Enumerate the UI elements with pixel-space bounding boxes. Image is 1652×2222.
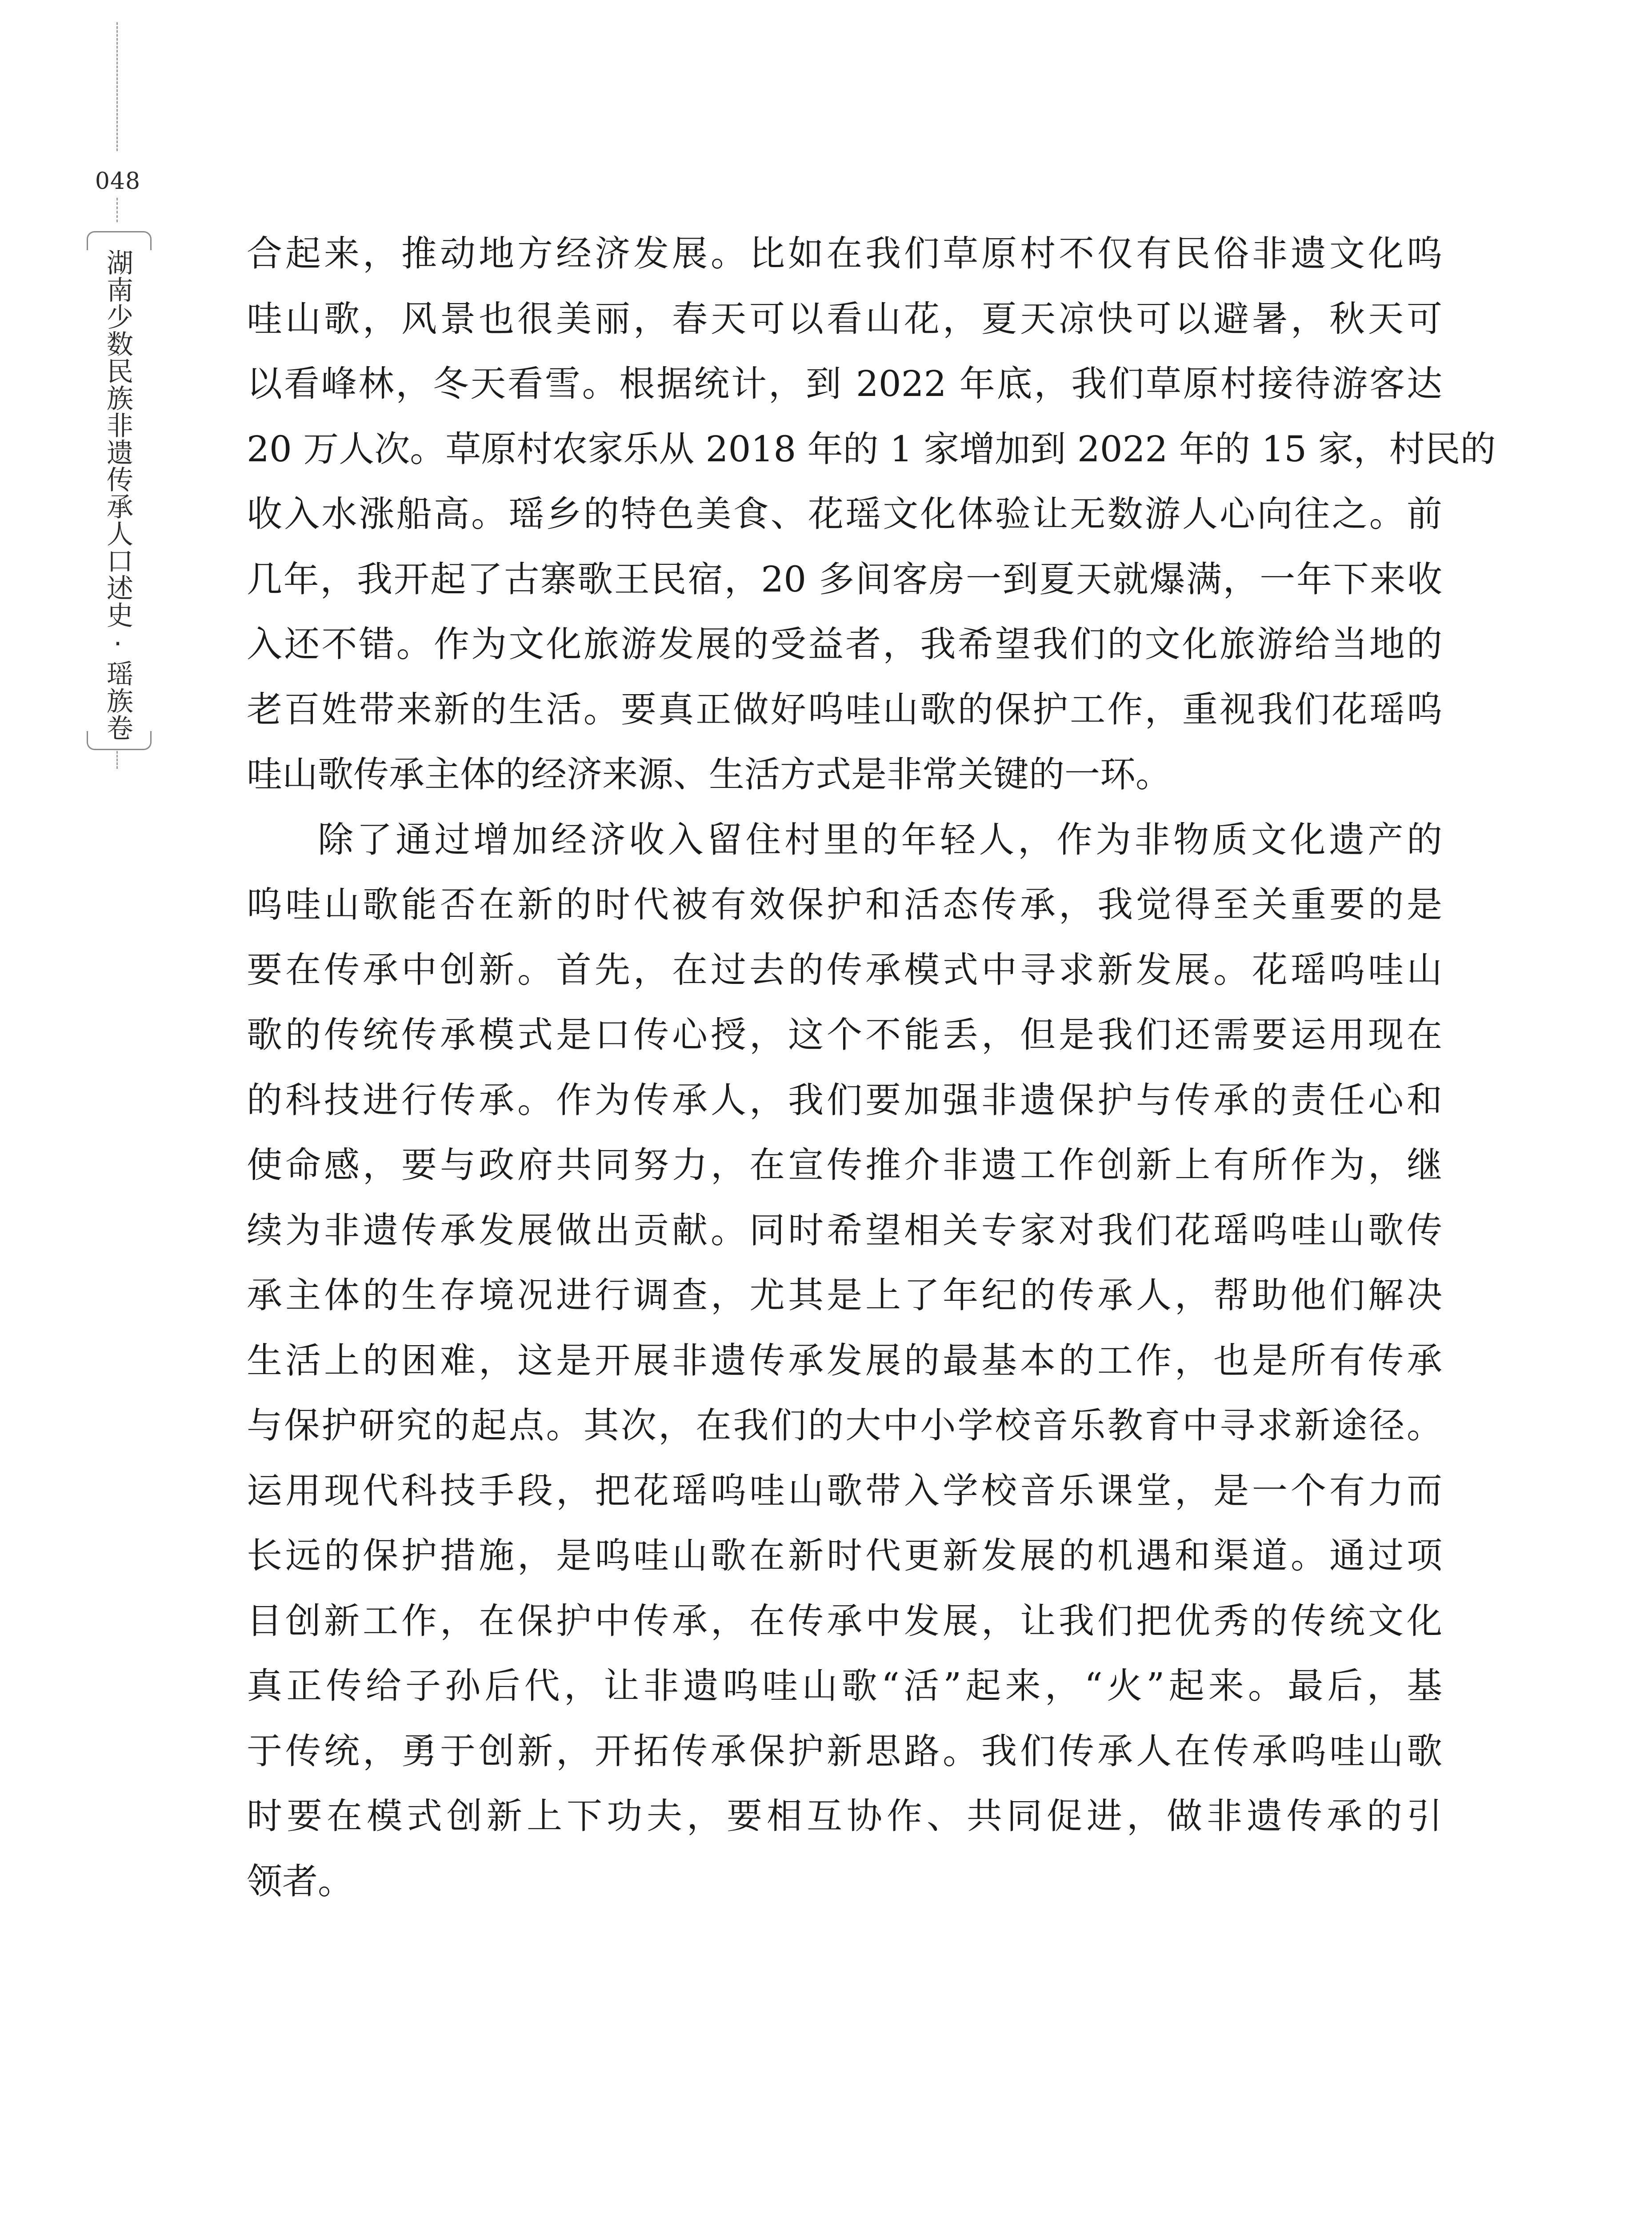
text-line: 入还不错。作为文化旅游发展的受益者，我希望我们的文化旅游给当地的: [247, 623, 1442, 665]
text-line: 合起来，推动地方经济发展。比如在我们草原村不仅有民俗非遗文化呜: [247, 233, 1442, 274]
text-line: 与保护研究的起点。其次，在我们的大中小学校音乐教育中寻求新途径。: [247, 1405, 1442, 1446]
text-line: 运用现代科技手段，把花瑶呜哇山歌带入学校音乐课堂，是一个有力而: [247, 1470, 1442, 1511]
text-line: 目创新工作，在保护中传承，在传承中发展，让我们把优秀的传统文化: [247, 1600, 1442, 1642]
text-line: 呜哇山歌能否在新的时代被有效保护和活态传承，我觉得至关重要的是: [247, 884, 1442, 925]
margin-rule-middle: [116, 198, 118, 222]
text-line: 除了通过增加经济收入留住村里的年轻人，作为非物质文化遗产的: [318, 819, 1442, 860]
body-text: [247, 221, 1496, 1914]
margin-rule-bottom: [116, 751, 118, 769]
text-line: 以看峰林，冬天看雪。根据统计，到 2022 年底，我们草原村接待游客达: [247, 363, 1442, 404]
text-line: 20 万人次。草原村农家乐从 2018 年的 1 家增加到 2022 年的 15 家，村民的: [247, 428, 1496, 470]
paragraph-2: [247, 807, 1442, 1914]
page-number: 048: [95, 168, 141, 195]
text-line: 哇山歌，风景也很美丽，春天可以看山花，夏天凉快可以避暑，秋天可: [247, 298, 1442, 340]
text-line: 哇山歌传承主体的经济来源、生活方式是非常关键的一环。: [247, 754, 1171, 795]
text-line: 续为非遗传承发展做出贡献。同时希望相关专家对我们花瑶呜哇山歌传: [247, 1209, 1442, 1251]
text-line: 老百姓带来新的生活。要真正做好呜哇山歌的保护工作，重视我们花瑶呜: [247, 688, 1442, 730]
paragraph-1: [247, 221, 1496, 807]
running-title: 湖南少数民族非遗传承人口述史·瑶族卷: [102, 249, 133, 741]
margin-rule-top: [116, 22, 118, 151]
text-line: 要在传承中创新。首先，在过去的传承模式中寻求新发展。花瑶呜哇山: [247, 949, 1442, 991]
text-line: 长远的保护措施，是呜哇山歌在新时代更新发展的机遇和渠道。通过项: [247, 1535, 1442, 1576]
running-title-bracket-bottom: [87, 731, 152, 750]
text-line: 的科技进行传承。作为传承人，我们要加强非遗保护与传承的责任心和: [247, 1079, 1442, 1121]
text-line: 于传统，勇于创新，开拓传承保护新思路。我们传承人在传承呜哇山歌: [247, 1730, 1442, 1772]
text-line: 承主体的生存境况进行调查，尤其是上了年纪的传承人，帮助他们解决: [247, 1275, 1442, 1316]
text-line: 使命感，要与政府共同努力，在宣传推介非遗工作创新上有所作为，继: [247, 1144, 1442, 1186]
text-line: 生活上的困难，这是开展非遗传承发展的最基本的工作，也是所有传承: [247, 1339, 1442, 1381]
text-line: 时要在模式创新上下功夫，要相互协作、共同促进，做非遗传承的引: [247, 1795, 1442, 1837]
text-line: 领者。: [247, 1860, 353, 1902]
running-title-bracket-top: [87, 231, 152, 250]
text-line: 几年，我开起了古寨歌王民宿，20 多间客房一到夏天就爆满，一年下来收: [247, 558, 1442, 600]
text-line: 歌的传统传承模式是口传心授，这个不能丢，但是我们还需要运用现在: [247, 1014, 1442, 1055]
text-line: 真正传给子孙后代，让非遗呜哇山歌“活”起来，“火”起来。最后，基: [247, 1665, 1442, 1706]
text-line: 收入水涨船高。瑶乡的特色美食、花瑶文化体验让无数游人心向往之。前: [247, 493, 1442, 535]
